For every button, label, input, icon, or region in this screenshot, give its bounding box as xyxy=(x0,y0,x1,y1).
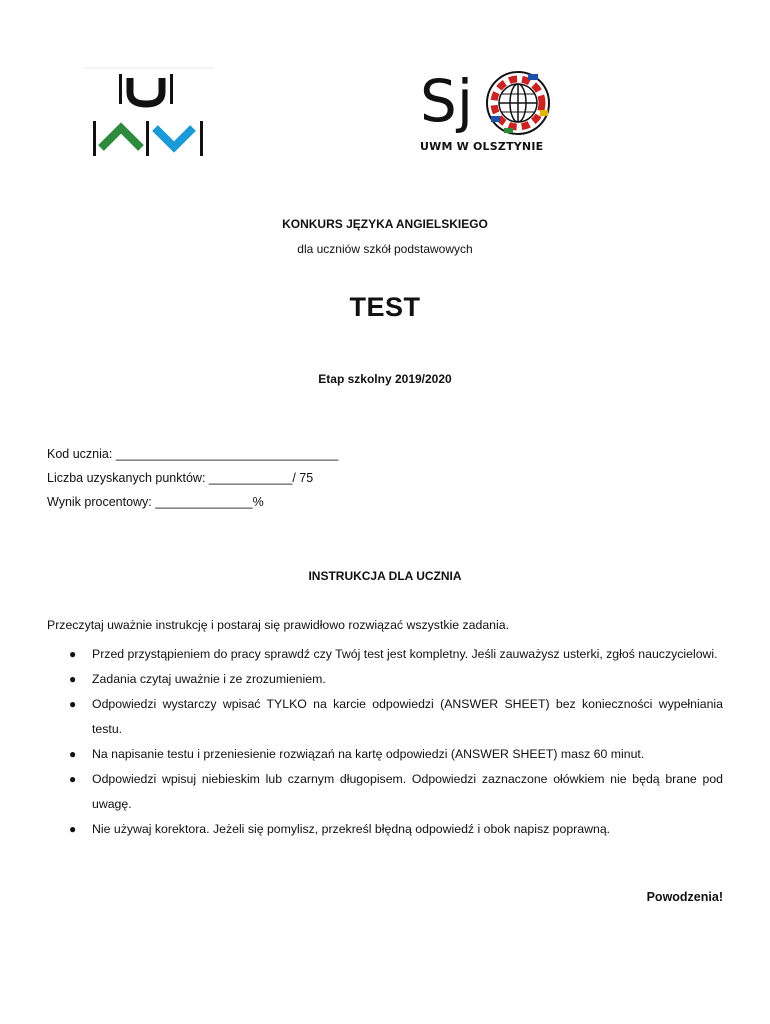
list-item xyxy=(47,742,723,767)
stage-label: Etap szkolny 2019/2020 xyxy=(318,372,452,386)
contest-title: KONKURS JĘZYKA ANGIELSKIEGO xyxy=(282,217,488,231)
list-item-text: Zadania czytaj uważnie i ze zrozumieniem. xyxy=(92,672,326,686)
bullet-icon: ● xyxy=(69,772,77,786)
list-item xyxy=(47,767,723,817)
instructions-intro: Przeczytaj uważnie instrukcję i postaraj się prawidłowo rozwiązać wszystkie zadania. xyxy=(47,618,510,632)
list-item xyxy=(47,817,723,842)
page-title: TEST xyxy=(349,292,421,322)
list-item xyxy=(47,692,723,742)
bullet-icon: ● xyxy=(69,647,77,661)
instructions-list xyxy=(47,642,723,842)
closing-text: Powodzenia! xyxy=(646,890,723,904)
list-item-text: Przed przystąpieniem do pracy sprawdź czy Twój test jest kompletny. Jeśli zauważysz usterki, zgłoś nauczycielowi. xyxy=(92,647,718,661)
list-item-text: Odpowiedzi wpisuj niebieskim lub czarnym długopisem. Odpowiedzi zaznaczone ołówkiem nie będą brane pod uwagę. xyxy=(92,772,723,811)
list-item xyxy=(47,642,723,667)
percent-field: Wynik procentowy: ______________% xyxy=(47,495,264,509)
list-item-text: Nie używaj korektora. Jeżeli się pomylisz, przekreśl błędną odpowiedź i obok napisz poprawną. xyxy=(92,822,611,836)
bullet-icon: ● xyxy=(69,672,77,686)
list-item-text: Na napisanie testu i przeniesienie rozwiązań na kartę odpowiedzi (ANSWER SHEET) masz 60 minut. xyxy=(92,747,645,761)
university-logo-icon xyxy=(84,66,214,161)
list-item-text: Odpowiedzi wystarczy wpisać TYLKO na karcie odpowiedzi (ANSWER SHEET) bez konieczności wypełniania testu. xyxy=(92,697,723,736)
logo-sj-text: Sj xyxy=(420,67,473,135)
instructions-heading: INSTRUKCJA DLA UCZNIA xyxy=(308,569,462,583)
points-field: Liczba uzyskanych punktów: ____________/ 75 xyxy=(47,471,314,485)
logo-caption: UWM W OLSZTYNIE xyxy=(420,140,544,153)
bullet-icon: ● xyxy=(69,822,77,836)
bullet-icon: ● xyxy=(69,697,77,711)
list-item xyxy=(47,667,723,692)
student-code-field: Kod ucznia: ________________________________ xyxy=(47,447,339,461)
contest-subtitle: dla uczniów szkół podstawowych xyxy=(297,242,473,256)
bullet-icon: ● xyxy=(69,747,77,761)
